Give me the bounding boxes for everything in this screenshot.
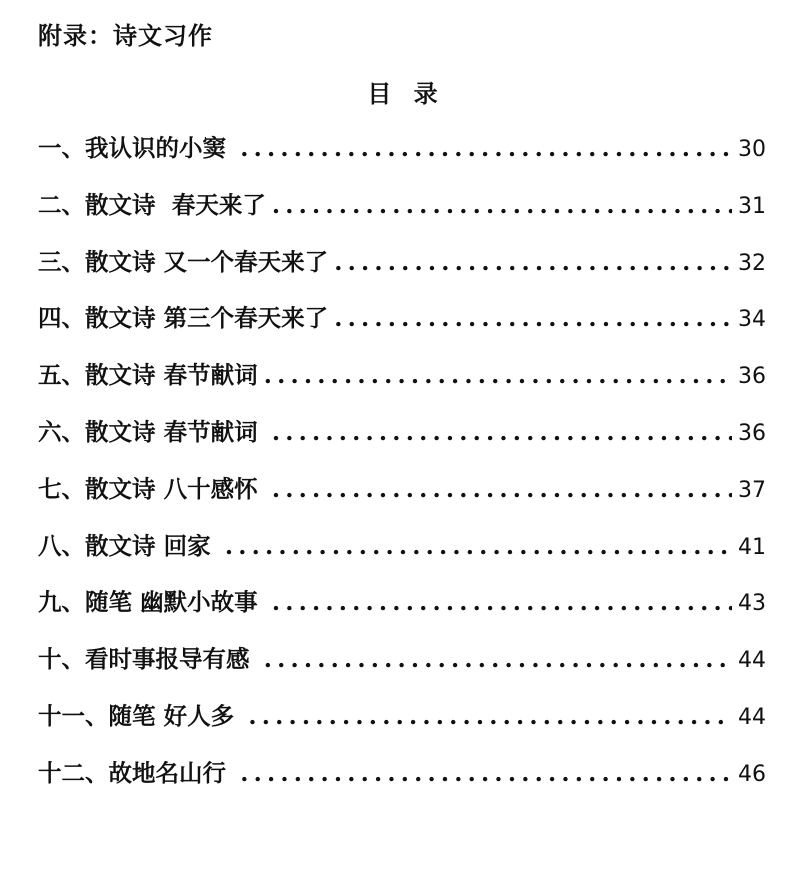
dot-leader [272, 588, 732, 616]
toc-entry-page: 34 [738, 307, 766, 333]
dot-leader [264, 361, 732, 389]
dot-leader [272, 191, 732, 219]
toc-entry [38, 754, 766, 811]
dot-leader [272, 418, 732, 446]
toc-entry [38, 243, 766, 300]
toc-entry-label: 六、散文诗 春节献词 [38, 417, 266, 446]
toc-entry [38, 186, 766, 243]
toc-entry-page: 37 [738, 477, 766, 503]
toc-entry-page: 30 [738, 137, 766, 162]
dot-leader [334, 248, 732, 276]
toc-entry-page: 44 [738, 704, 766, 730]
toc-entry [38, 356, 766, 413]
toc-entry-label: 四、散文诗 第三个春天来了 [38, 304, 329, 333]
toc-entry-page: 41 [738, 534, 766, 560]
dot-leader [240, 134, 732, 162]
toc-entry-label: 一、我认识的小窦 [38, 134, 235, 162]
toc-entry-label: 七、散文诗 八十感怀 [38, 474, 266, 503]
toc-entry [38, 527, 766, 584]
toc-entry-page: 32 [738, 250, 766, 276]
toc-entry-label: 十一、随笔 好人多 [38, 701, 243, 730]
toc-entry-label: 八、散文诗 回家 [38, 531, 219, 560]
toc-entry-label: 九、随笔 幽默小故事 [38, 588, 266, 617]
toc-entry [38, 299, 766, 356]
dot-leader [225, 532, 732, 560]
toc-entry-page: 46 [738, 761, 766, 787]
toc-entry-label: 十、看时事报导有感 [38, 645, 258, 674]
toc-entry [38, 413, 766, 470]
dot-leader [240, 759, 732, 787]
toc-title: 目 录 [367, 79, 438, 108]
toc-entry [38, 129, 766, 186]
toc-entry [38, 583, 766, 640]
dot-leader [334, 304, 732, 332]
toc-entry-page: 44 [738, 648, 766, 674]
toc-entry-page: 36 [738, 420, 766, 446]
toc-entry-label: 二、散文诗 春天来了 [38, 190, 266, 219]
dot-leader [248, 702, 732, 730]
toc-entry-page: 43 [738, 591, 766, 617]
toc-entry-label: 十二、故地名山行 [38, 758, 235, 787]
dot-leader [272, 475, 732, 503]
toc-entry-label: 五、散文诗 春节献词 [38, 361, 258, 390]
dot-leader [264, 645, 732, 673]
toc-entry [38, 697, 766, 754]
toc-list [38, 129, 766, 811]
toc-entry [38, 470, 766, 527]
toc-entry-page: 36 [738, 364, 766, 390]
appendix-title: 附录：诗文习作 [38, 21, 213, 50]
toc-entry-page: 31 [738, 193, 766, 219]
toc-entry [38, 640, 766, 697]
toc-entry-label: 三、散文诗 又一个春天来了 [38, 247, 329, 276]
